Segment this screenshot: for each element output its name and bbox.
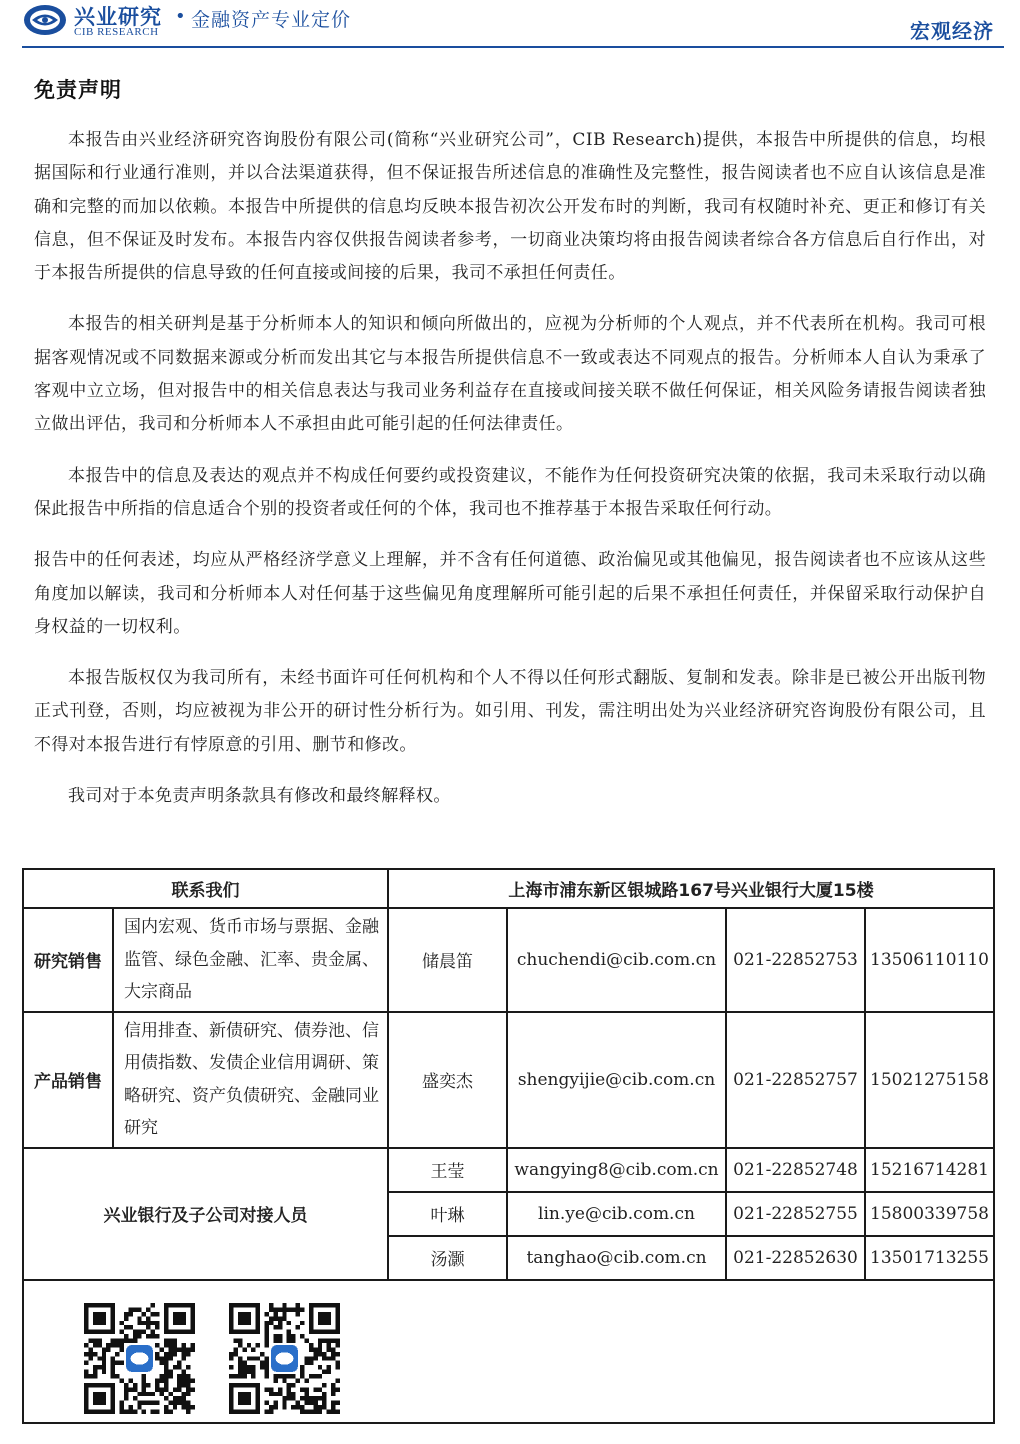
- header-slogan: 金融资产专业定价: [191, 9, 352, 31]
- header-divider: [22, 46, 1004, 48]
- contact-tel: 021-22852753: [726, 908, 865, 1012]
- header-bullet: •: [175, 6, 186, 27]
- contact-name: 盛奕杰: [388, 1012, 507, 1148]
- contact-email[interactable]: lin.ye@cib.com.cn: [507, 1192, 726, 1236]
- contact-mobile: 13506110110: [865, 908, 994, 1012]
- cib-research-logo-icon: [22, 3, 68, 37]
- brand-name-en: CIB RESEARCH: [74, 26, 159, 38]
- research-scope: 国内宏观、货币市场与票据、金融监管、绿色金融、汇率、贵金属、大宗商品: [113, 908, 388, 1012]
- contact-mobile: 15216714281: [865, 1148, 994, 1192]
- contact-mobile: 15800339758: [865, 1192, 994, 1236]
- disclaimer-paragraph: 本报告的相关研判是基于分析师本人的知识和倾向所做出的，应视为分析师的个人观点，并不代表所在机构。我司可根据客观情况或不同数据来源或分析而发出其它与本报告所提供信息不一致或表达不同观点的报告。分析师本人自认为秉承了客观中立立场，但对报告中的相关信息表达与我司业务利益存在直接或间接关联不做任何保证，相关风险务请报告阅读者独立做出评估，我司和分析师本人不承担由此可能引起的任何法律责任。: [34, 314, 986, 435]
- contact-tel: 021-22852748: [726, 1148, 865, 1192]
- qr-code-icon: [84, 1303, 195, 1414]
- page-header: [0, 0, 1020, 48]
- contact-email[interactable]: chuchendi@cib.com.cn: [507, 908, 726, 1012]
- section-label: 宏观经济: [910, 19, 994, 43]
- qr-code-icon: [229, 1303, 340, 1414]
- contact-name: 储晨笛: [388, 908, 507, 1012]
- disclaimer-paragraph: 本报告中的信息及表达的观点并不构成任何要约或投资建议，不能作为任何投资研究决策的依据，我司未采取行动以确保此报告中所指的信息适合个别的投资者或任何的个体，我司也不推荐基于本报告采取任何行动。: [34, 465, 986, 519]
- contact-email[interactable]: tanghao@cib.com.cn: [507, 1236, 726, 1280]
- contact-tel: 021-22852757: [726, 1012, 865, 1148]
- product-scope: 信用排查、新债研究、债券池、信用债指数、发债企业信用调研、策略研究、资产负债研究、金融同业研究: [113, 1012, 388, 1148]
- brand-name-cn: 兴业研究: [74, 5, 162, 29]
- contact-tel: 021-22852630: [726, 1236, 865, 1280]
- table-header-row: [23, 869, 994, 908]
- disclaimer-paragraph: 报告中的任何表述，均应从严格经济学意义上理解，并不含有任何道德、政治偏见或其他偏见，报告阅读者也不应该从这些角度加以解读，我司和分析师本人对任何基于这些偏见角度理解所可能引起的后果不承担任何责任，并保留采取行动保护自身权益的一切权利。: [34, 550, 986, 637]
- research-sales-label: 研究销售: [23, 908, 113, 1012]
- contact-email[interactable]: shengyijie@cib.com.cn: [507, 1012, 726, 1148]
- disclaimer-paragraph: 我司对于本免责声明条款具有修改和最终解释权。: [68, 786, 451, 807]
- bank-contacts-label: 兴业银行及子公司对接人员: [23, 1148, 388, 1280]
- table-row: [23, 908, 994, 1012]
- contact-us-header: 联系我们: [23, 869, 388, 908]
- table-row: [23, 1148, 994, 1192]
- table-row: [23, 1012, 994, 1148]
- disclaimer-paragraph: 本报告版权仅为我司所有，未经书面许可任何机构和个人不得以任何形式翻版、复制和发表。除非是已被公开出版刊物正式刊登，否则，均应被视为非公开的研讨性分析行为。如引用、刊发，需注明出处为兴业经济研究咨询股份有限公司，且不得对本报告进行有悖原意的引用、删节和修改。: [34, 668, 986, 755]
- contact-name: 王莹: [388, 1148, 507, 1192]
- qr-code-panel: [22, 1274, 995, 1424]
- disclaimer-paragraph: 本报告由兴业经济研究咨询股份有限公司(简称“兴业研究公司”，CIB Research)提供，本报告中所提供的信息，均根据国际和行业通行准则，并以合法渠道获得，但不保证报告所述信息的准确性及完整性，报告阅读者也不应自认该信息是准确和完整的而加以依赖。本报告中所提供的信息均反映本报告初次公开发布时的判断，我司有权随时补充、更正和修订有关信息，但不保证及时发布。本报告内容仅供报告阅读者参考，一切商业决策均将由报告阅读者综合各方信息后自行作出，对于本报告所提供的信息导致的任何直接或间接的后果，我司不承担任何责任。: [34, 130, 986, 284]
- contact-tel: 021-22852755: [726, 1192, 865, 1236]
- address-header: 上海市浦东新区银城路167号兴业银行大厦15楼: [388, 869, 994, 908]
- contact-mobile: 15021275158: [865, 1012, 994, 1148]
- disclaimer-body: [34, 124, 986, 831]
- contact-table: [22, 868, 995, 1281]
- product-sales-label: 产品销售: [23, 1012, 113, 1148]
- contact-name: 叶琳: [388, 1192, 507, 1236]
- page-title: 免责声明: [34, 78, 122, 102]
- contact-mobile: 13501713255: [865, 1236, 994, 1280]
- contact-email[interactable]: wangying8@cib.com.cn: [507, 1148, 726, 1192]
- contact-name: 汤灏: [388, 1236, 507, 1280]
